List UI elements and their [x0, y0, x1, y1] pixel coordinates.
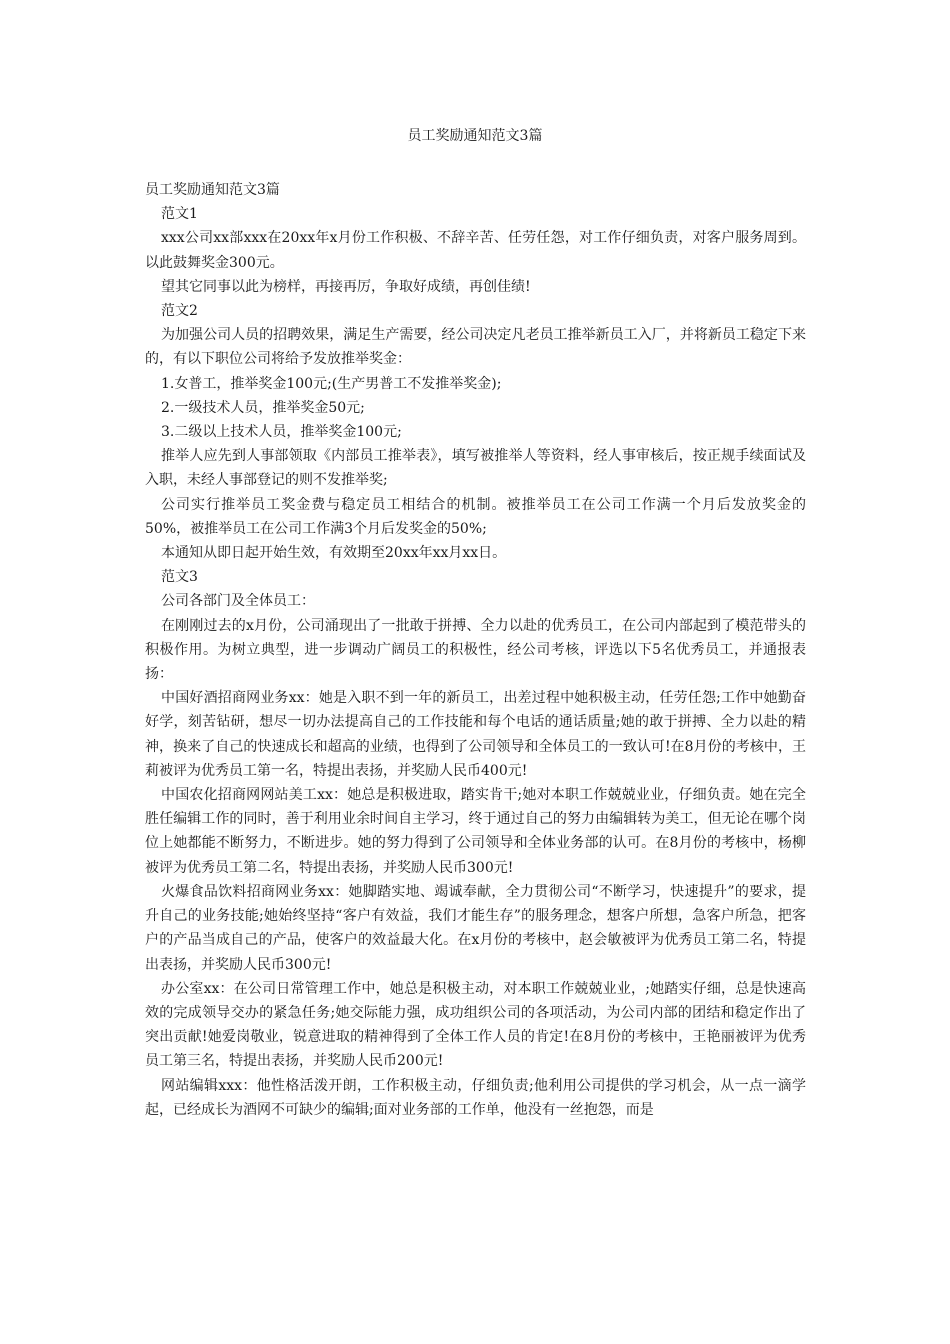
paragraph: 2.一级技术人员，推举奖金50元;	[161, 399, 365, 416]
document-title: 员工奖励通知范文3篇	[407, 128, 543, 144]
paragraph: 范文1	[161, 206, 198, 223]
paragraph: 本通知从即日起开始生效，有效期至20xx年xx月xx日。	[161, 545, 507, 562]
paragraph: 火爆食品饮料招商网业务xx：她脚踏实地、竭诚奉献，全力贯彻公司“不断学习，快速提升”的要求，提升自己的业务技能;她始终坚持“客户有效益，我们才能生存”的服务理念，想客户所想，急客户所急，把客户的产品当成自己的产品，使客户的效益最大化。在x月份的考核中，赵会敏被评为优秀员工第二名，特提出表扬，并奖励人民币300元!	[145, 883, 806, 973]
paragraph: 3.二级以上技术人员，推举奖金100元;	[161, 424, 402, 441]
paragraph: 中国农化招商网网站美工xx：她总是积极进取，踏实肯干;她对本职工作兢兢业业，仔细负责。她在完全胜任编辑工作的同时，善于利用业余时间自主学习，终于通过自己的努力由编辑转为美工，但无论在哪个岗位上她都能不断努力，不断进步。她的努力得到了公司领导和全体业务部的认可。在8月份的考核中，杨柳被评为优秀员工第二名，特提出表扬，并奖励人民币300元!	[145, 787, 806, 876]
paragraph: 员工奖励通知范文3篇	[145, 182, 280, 198]
paragraph: 中国好酒招商网业务xx：她是入职不到一年的新员工，出差过程中她积极主动，任劳任怨;工作中她勤奋好学，刻苦钻研，想尽一切办法提高自己的工作技能和每个电话的通话质量;她的敢于拼搏、全力以赴的精神，换来了自己的快速成长和超高的业绩，也得到了公司领导和全体员工的一致认可!在8月份的考核中，王莉被评为优秀员工第一名，特提出表扬，并奖励人民币400元!	[145, 690, 806, 779]
paragraph: 办公室xx：在公司日常管理工作中，她总是积极主动，对本职工作兢兢业业，;她踏实仔细，总是快速高效的完成领导交办的紧急任务;她交际能力强，成功组织公司的各项活动，为公司内部的团结和稳定作出了突出贡献!她爱岗敬业，锐意进取的精神得到了全体工作人员的肯定!在8月份的考核中，王艳丽被评为优秀员工第三名，特提出表扬，并奖励人民币200元!	[145, 980, 806, 1070]
paragraph: 范文2	[161, 303, 198, 320]
paragraph: 公司各部门及全体员工：	[161, 593, 315, 610]
document-body	[145, 178, 806, 1122]
paragraph: 望其它同事以此为榜样，再接再厉，争取好成绩，再创佳绩!	[161, 278, 531, 295]
paragraph: 为加强公司人员的招聘效果，满足生产需要，经公司决定凡老员工推举新员工入厂，并将新员工稳定下来的，有以下职位公司将给予发放推举奖金：	[145, 327, 806, 368]
paragraph: xxx公司xx部xxx在20xx年x月份工作积极、不辞辛苦、任劳任怨，对工作仔细负责，对客户服务周到。以此鼓舞奖金300元。	[145, 230, 806, 271]
paragraph: 范文3	[161, 569, 198, 586]
paragraph: 推举人应先到人事部领取《内部员工推举表》，填写被推举人等资料，经人事审核后，按正规手续面试及入职，未经人事部登记的则不发推举奖;	[145, 448, 806, 489]
paragraph: 公司实行推举员工奖金费与稳定员工相结合的机制。被推举员工在公司工作满一个月后发放奖金的50%，被推举员工在公司工作满3个月后发奖金的50%;	[145, 496, 806, 537]
paragraph: 在刚刚过去的x月份，公司涌现出了一批敢于拼搏、全力以赴的优秀员工，在公司内部起到了模范带头的积极作用。为树立典型，进一步调动广阔员工的积极性，经公司考核，评选以下5名优秀员工，并通报表扬：	[145, 617, 806, 683]
paragraph: 1.女普工，推举奖金100元;(生产男普工不发推举奖金);	[161, 375, 502, 392]
paragraph: 网站编辑xxx：他性格活泼开朗，工作积极主动，仔细负责;他利用公司提供的学习机会，从一点一滴学起，已经成长为酒网不可缺少的编辑;面对业务部的工作单，他没有一丝抱怨，而是	[145, 1077, 806, 1118]
